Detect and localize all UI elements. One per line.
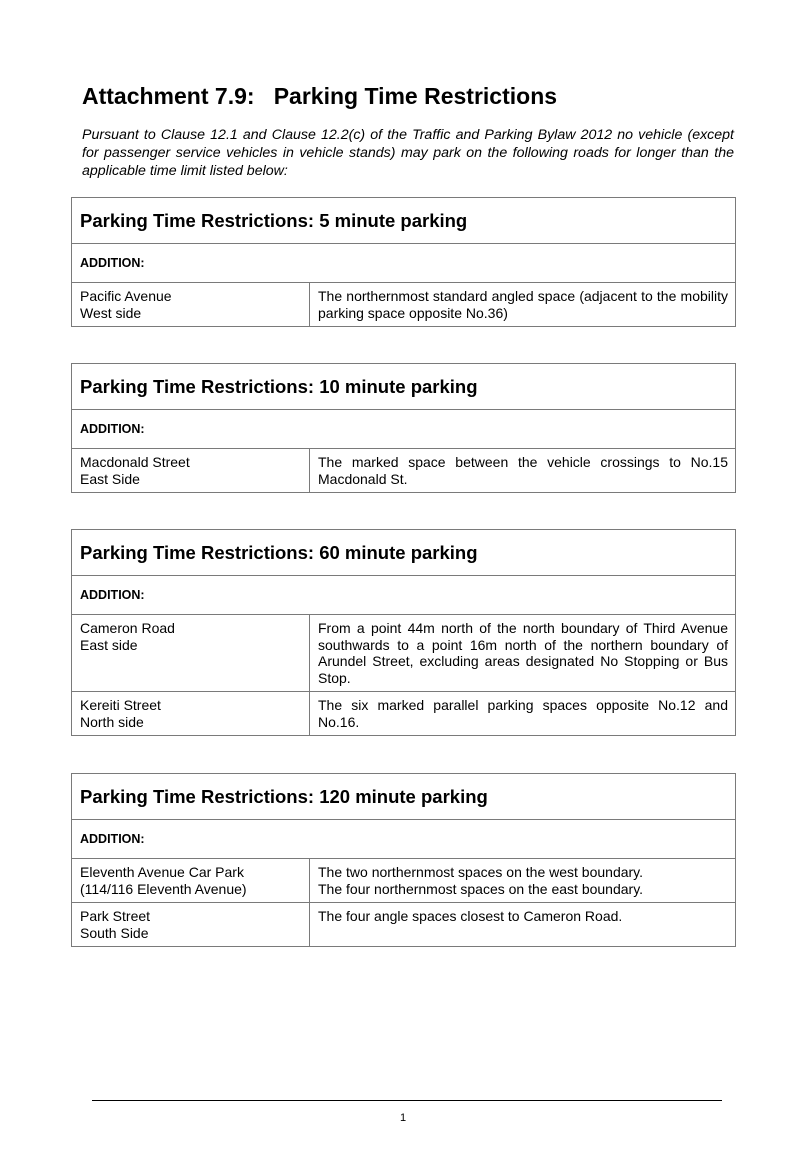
road-cell: Eleventh Avenue Car Park (114/116 Eleventh Avenue) xyxy=(72,859,310,902)
restriction-table-120-minute xyxy=(71,773,736,947)
table-row xyxy=(72,902,735,946)
addition-label: ADDITION: xyxy=(72,244,735,283)
addition-label: ADDITION: xyxy=(72,410,735,449)
intro-paragraph: Pursuant to Clause 12.1 and Clause 12.2(c) of the Traffic and Parking Bylaw 2012 no vehicle (except for passenger service vehicles in vehicle stands) may park on the following roads for longer than the applicable time limit listed below: xyxy=(82,127,734,179)
addition-label: ADDITION: xyxy=(72,820,735,859)
road-cell: Kereiti Street North side xyxy=(72,692,310,735)
description-cell: From a point 44m north of the north boundary of Third Avenue southwards to a point 16m north of the northern boundary of Arundel Street, excluding areas designated No Stopping or Bus Stop. xyxy=(318,620,728,686)
table-row xyxy=(72,449,735,492)
table-heading: Parking Time Restrictions: 5 minute parking xyxy=(72,198,735,244)
table-heading: Parking Time Restrictions: 10 minute parking xyxy=(72,364,735,410)
road-cell: Cameron Road East side xyxy=(72,615,310,691)
description-cell: The six marked parallel parking spaces opposite No.12 and No.16. xyxy=(318,697,728,730)
restriction-table-60-minute xyxy=(71,529,736,736)
road-cell: Pacific Avenue West side xyxy=(72,283,310,326)
restriction-table-10-minute xyxy=(71,363,736,493)
page-number: 1 xyxy=(399,1112,407,1124)
road-cell: Park Street South Side xyxy=(72,903,310,946)
table-row xyxy=(72,691,735,735)
description-cell: The two northernmost spaces on the west boundary. The four northernmost spaces on the east boundary. xyxy=(318,864,644,897)
restriction-table-5-minute xyxy=(71,197,736,327)
description-cell: The marked space between the vehicle crossings to No.15 Macdonald St. xyxy=(318,454,728,487)
table-heading: Parking Time Restrictions: 120 minute parking xyxy=(72,774,735,820)
table-row xyxy=(72,859,735,902)
footer-divider xyxy=(92,1100,722,1101)
table-row xyxy=(72,615,735,691)
table-row xyxy=(72,283,735,326)
table-heading: Parking Time Restrictions: 60 minute parking xyxy=(72,530,735,576)
road-cell: Macdonald Street East Side xyxy=(72,449,310,492)
description-cell: The four angle spaces closest to Cameron Road. xyxy=(318,908,623,924)
page-title: Attachment 7.9: Parking Time Restrictions xyxy=(82,83,558,109)
description-cell: The northernmost standard angled space (adjacent to the mobility parking space opposite No.36) xyxy=(318,288,728,321)
addition-label: ADDITION: xyxy=(72,576,735,615)
